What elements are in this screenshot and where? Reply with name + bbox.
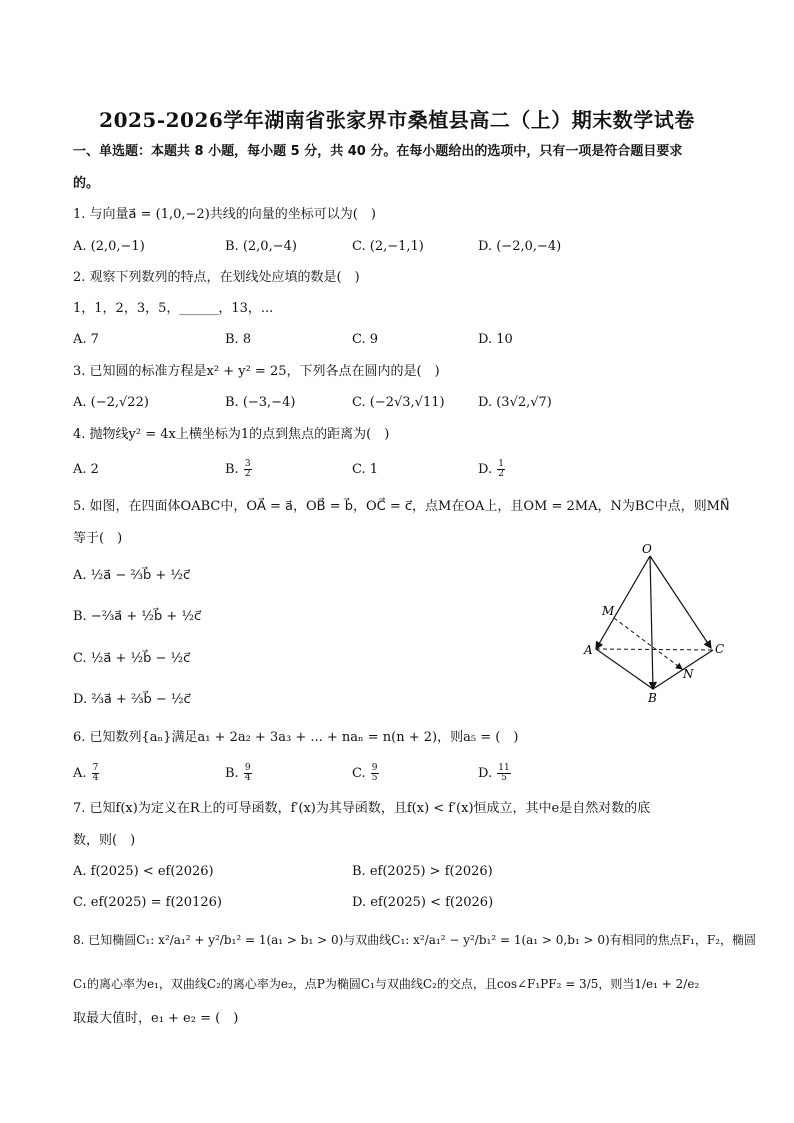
tetrahedron-figure <box>582 542 732 707</box>
q2-option-d: D. 10 <box>478 332 513 347</box>
q1-option-c: C. (2,−1,1) <box>352 239 424 254</box>
q7-option-a: A. f(2025) < ef(2026) <box>73 864 214 879</box>
question-5-stem: 5. 如图，在四面体OABC中，OA⃗ = a⃗，OB⃗ = b⃗，OC⃗ = c⃗，点M在OA上，且OM = 2MA，N为BC中点，则MN⃗ <box>73 499 730 514</box>
label-b: B <box>648 691 657 705</box>
label-a: A <box>584 643 593 657</box>
vector-mn <box>614 618 682 669</box>
question-6-stem: 6. 已知数列{aₙ}满足a₁ + 2a₂ + 3a₃ + ... + naₙ = n(n + 2)，则a₅ = ( ) <box>73 730 519 745</box>
q3-option-b: B. (−3,−4) <box>225 395 296 410</box>
page-title: 2025-2026学年湖南省张家界市桑植县高二（上）期末数学试卷 <box>99 108 695 132</box>
question-8-stem-end: 取最大值时，e₁ + e₂ = ( ) <box>73 1011 239 1026</box>
q3-option-d: D. (3√2,√7) <box>478 395 552 410</box>
q4-option-b: B. $\frac{3}{2}$ <box>225 459 251 479</box>
q7-option-c: C. ef(2025) = f(20126) <box>73 895 222 910</box>
q2-option-c: C. 9 <box>352 332 379 347</box>
q1-option-a: A. (2,0,−1) <box>73 239 145 254</box>
question-1-stem: 1. 与向量a⃗ = (1,0,−2)共线的向量的坐标可以为( ) <box>73 207 376 222</box>
q5-option-c: C. ½a⃗ + ½b⃗ − ½c⃗ <box>73 651 191 666</box>
q3-option-a: A. (−2,√22) <box>73 395 149 410</box>
q4-option-a: A. 2 <box>73 462 99 477</box>
edge-ab <box>596 649 653 689</box>
edge-ob <box>650 556 653 689</box>
q7-option-d: D. ef(2025) < f(2026) <box>352 895 494 910</box>
question-2-sequence: 1，1，2，3，5，______，13，... <box>73 301 274 316</box>
q4-option-c: C. 1 <box>352 462 379 477</box>
q5-option-a: A. ½a⃗ − ⅔b⃗ + ½c⃗ <box>73 568 191 583</box>
label-c: C <box>715 642 725 656</box>
q6-option-a: A. $\frac{7}{4}$ <box>73 763 99 783</box>
question-7-stem: 7. 已知f(x)为定义在R上的可导函数，f′(x)为其导函数，且f(x) < f′(x)恒成立，其中e是自然对数的底 <box>73 801 651 816</box>
q7-option-b: B. ef(2025) > f(2026) <box>352 864 493 879</box>
question-8-stem: 8. 已知椭圆C₁: x²/a₁² + y²/b₁² = 1(a₁ > b₁ > 0)与双曲线C₁: x²/a₁² − y²/b₁² = 1(a₁ > 0,b₁ > 0)有相同的焦点F₁，F₂，椭圆 <box>73 933 756 947</box>
q6-option-b: B. $\frac{9}{4}$ <box>225 763 251 783</box>
question-4-stem: 4. 抛物线y² = 4x上横坐标为1的点到焦点的距离为( ) <box>73 427 390 442</box>
q2-option-b: B. 8 <box>225 332 252 347</box>
q4-option-d: D. $\frac{1}{2}$ <box>478 459 504 479</box>
question-3-stem: 3. 已知圆的标准方程是x² + y² = 25，下列各点在圆内的是( ) <box>73 364 440 379</box>
label-o: O <box>642 542 652 556</box>
q5-option-d: D. ⅔a⃗ + ⅔b⃗ − ½c⃗ <box>73 692 191 707</box>
edge-ac <box>596 649 713 650</box>
q3-option-c: C. (−2√3,√11) <box>352 395 445 410</box>
label-n: N <box>683 667 694 681</box>
edge-oc <box>650 556 711 648</box>
label-m: M <box>602 604 615 618</box>
q6-option-c: C. $\frac{9}{5}$ <box>352 763 378 783</box>
q2-option-a: A. 7 <box>73 332 99 347</box>
q1-option-b: B. (2,0,−4) <box>225 239 297 254</box>
section-heading-cont: 的。 <box>73 176 100 191</box>
q1-option-d: D. (−2,0,−4) <box>478 239 562 254</box>
section-heading: 一、单选题：本题共 8 小题，每小题 5 分，共 40 分。在每小题给出的选项中，只有一项是符合题目要求 <box>73 144 683 159</box>
question-8-stem-cont: C₁的离心率为e₁，双曲线C₂的离心率为e₂，点P为椭圆C₁与双曲线C₂的交点，且cos∠F₁PF₂ = 3/5，则当1/e₁ + 2/e₂ <box>73 977 700 991</box>
question-5-stem-cont: 等于( ) <box>73 531 123 546</box>
q6-option-d: D. $\frac{11}{5}$ <box>478 763 510 783</box>
question-2-stem: 2. 观察下列数列的特点，在划线处应填的数是( ) <box>73 270 360 285</box>
edge-oa <box>596 556 650 649</box>
question-7-stem-cont: 数，则( ) <box>73 833 136 848</box>
q5-option-b: B. −⅔a⃗ + ½b⃗ + ½c⃗ <box>73 609 202 624</box>
